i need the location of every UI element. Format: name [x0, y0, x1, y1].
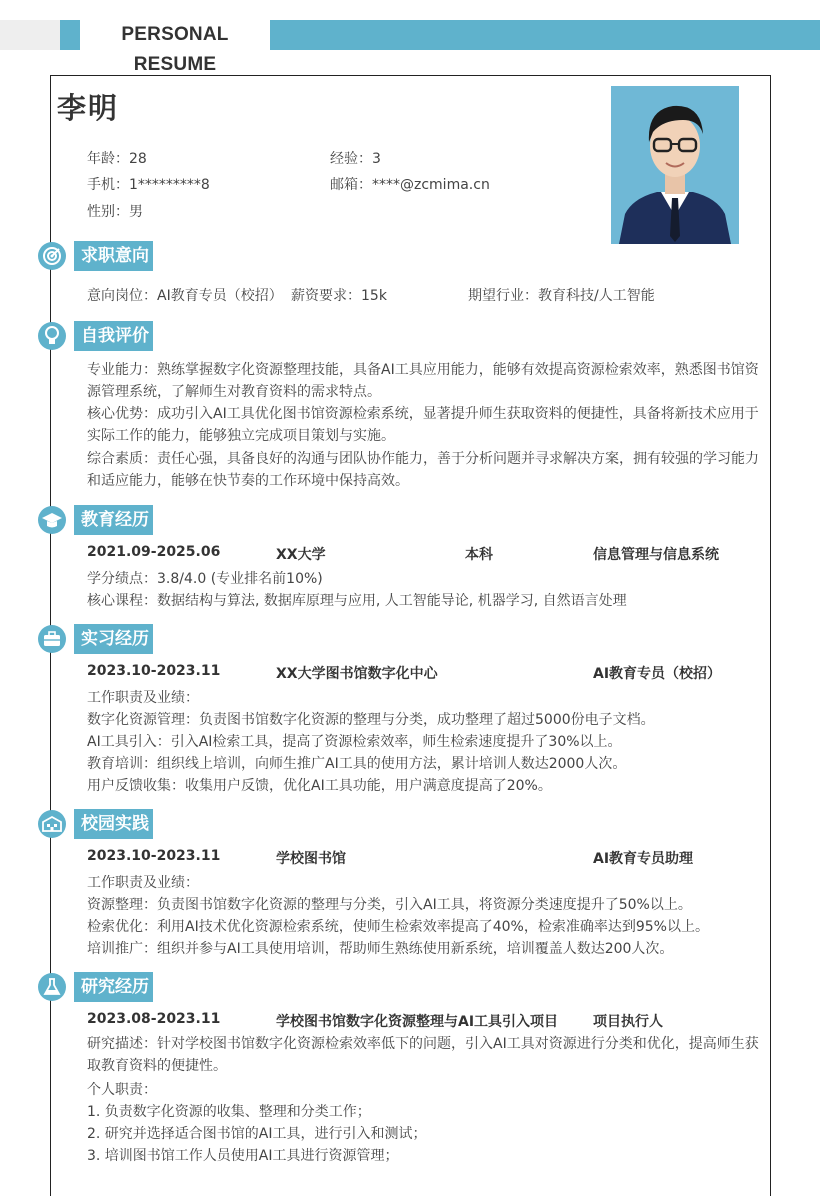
- campus-org: 学校图书馆: [276, 851, 346, 867]
- edu-date: 2021.09-2025.06: [87, 544, 221, 560]
- intern-duty-2: AI工具引入：引入AI检索工具，提高了资源检索效率，师生检索速度提升了30%以上。: [87, 734, 622, 750]
- edu-courses: 核心课程：数据结构与算法, 数据库原理与应用, 人工智能导论, 机器学习, 自然语言处理: [87, 593, 627, 609]
- resume-title: PERSONAL RESUME: [80, 20, 270, 50]
- intern-duties-label: 工作职责及业绩：: [87, 690, 199, 706]
- research-duty-3: 3. 培训图书馆工作人员使用AI工具进行资源管理；: [87, 1148, 399, 1164]
- email-value: ****@zcmima.cn: [372, 177, 490, 193]
- section-title-education: 教育经历: [78, 505, 153, 535]
- research-duties-label: 个人职责：: [87, 1082, 157, 1098]
- experience-value: 3: [372, 151, 381, 167]
- intent-position: 意向岗位：AI教育专员（校招）: [87, 288, 283, 304]
- experience-label: 经验：: [330, 151, 372, 167]
- header-accent-tick: [60, 20, 80, 50]
- flask-icon: [38, 973, 66, 1001]
- intent-salary: 薪资要求：15k: [291, 288, 387, 304]
- research-date: 2023.08-2023.11: [87, 1011, 221, 1027]
- header-bar: [0, 20, 820, 75]
- intern-duty-4: 用户反馈收集：收集用户反馈，优化AI工具功能，用户满意度提高了20%。: [87, 778, 552, 794]
- self-eval-professional: 专业能力：熟练掌握数字化资源整理技能，具备AI工具应用能力，能够有效提高资源检索效率，熟悉图书馆资源管理系统，了解师生对教育资料的需求特点。: [87, 362, 759, 400]
- intern-duty-3: 教育培训：组织线上培训，向师生推广AI工具的使用方法，累计培训人数达2000人次。: [87, 756, 627, 772]
- age-value: 28: [129, 151, 147, 167]
- intent-industry: 期望行业：教育科技/人工智能: [468, 288, 655, 304]
- intern-role: AI教育专员（校招）: [593, 666, 722, 682]
- edu-school: XX大学: [276, 547, 326, 563]
- research-duty-2: 2. 研究并选择适合图书馆的AI工具，进行引入和测试；: [87, 1126, 427, 1142]
- email-label: 邮箱：: [330, 177, 372, 193]
- edu-major: 信息管理与信息系统: [593, 547, 719, 563]
- gender-value: 男: [129, 204, 143, 220]
- campus-duty-2: 检索优化：利用AI技术优化资源检索系统，使师生检索效率提高了40%，检索准确率达到95%以上。: [87, 919, 709, 935]
- section-title-self: 自我评价: [78, 321, 153, 351]
- self-eval-advantage: 核心优势：成功引入AI工具优化图书馆资源检索系统，显著提升师生获取资料的便捷性，具备将新技术应用于实际工作的能力，能够独立完成项目策划与实施。: [87, 406, 759, 444]
- campus-role: AI教育专员助理: [593, 851, 694, 867]
- phone-label: 手机：: [87, 177, 129, 193]
- target-icon: [38, 242, 66, 270]
- edu-degree: 本科: [465, 547, 493, 563]
- building-icon: [38, 810, 66, 838]
- phone-value: 1*********8: [129, 177, 210, 193]
- gender-field: [87, 201, 143, 221]
- intern-org: XX大学图书馆数字化中心: [276, 666, 438, 682]
- campus-duty-3: 培训推广：组织并参与AI工具使用培训，帮助师生熟练使用新系统，培训覆盖人数达200人次。: [87, 941, 674, 957]
- avatar-photo: [611, 86, 739, 244]
- section-title-campus: 校园实践: [78, 809, 153, 839]
- research-role: 项目执行人: [593, 1014, 663, 1030]
- experience-field: [330, 148, 381, 168]
- phone-field: [87, 174, 210, 194]
- campus-date: 2023.10-2023.11: [87, 848, 221, 864]
- graduation-cap-icon: [38, 506, 66, 534]
- section-title-internship: 实习经历: [78, 624, 153, 654]
- candidate-name: 李明: [57, 91, 120, 125]
- self-eval-quality: 综合素质：责任心强，具备良好的沟通与团队协作能力，善于分析问题并寻求解决方案，拥有较强的学习能力和适应能力，能够在快节奏的工作环境中保持高效。: [87, 451, 759, 489]
- section-title-intent: 求职意向: [78, 241, 153, 271]
- research-description: 研究描述：针对学校图书馆数字化资源检索效率低下的问题，引入AI工具对资源进行分类和优化，提高师生获取教育资料的便捷性。: [87, 1036, 759, 1074]
- header-grey-block: [0, 20, 60, 50]
- briefcase-icon: [38, 625, 66, 653]
- section-title-research: 研究经历: [78, 972, 153, 1002]
- campus-duty-1: 资源整理：负责图书馆数字化资源的整理与分类，引入AI工具，将资源分类速度提升了50%以上。: [87, 897, 692, 913]
- header-accent-bar: [270, 20, 820, 50]
- age-label: 年龄：: [87, 151, 129, 167]
- avatar-illustration: [611, 86, 739, 244]
- research-project: 学校图书馆数字化资源整理与AI工具引入项目: [276, 1014, 559, 1030]
- edu-gpa: 学分绩点：3.8/4.0 (专业排名前10%): [87, 571, 323, 587]
- intern-date: 2023.10-2023.11: [87, 663, 221, 679]
- intern-duty-1: 数字化资源管理：负责图书馆数字化资源的整理与分类，成功整理了超过5000份电子文档。: [87, 712, 655, 728]
- campus-duties-label: 工作职责及业绩：: [87, 875, 199, 891]
- research-duty-1: 1. 负责数字化资源的收集、整理和分类工作；: [87, 1104, 371, 1120]
- age-field: [87, 148, 147, 168]
- email-field: [330, 174, 490, 194]
- bulb-icon: [38, 322, 66, 350]
- gender-label: 性别：: [87, 204, 129, 220]
